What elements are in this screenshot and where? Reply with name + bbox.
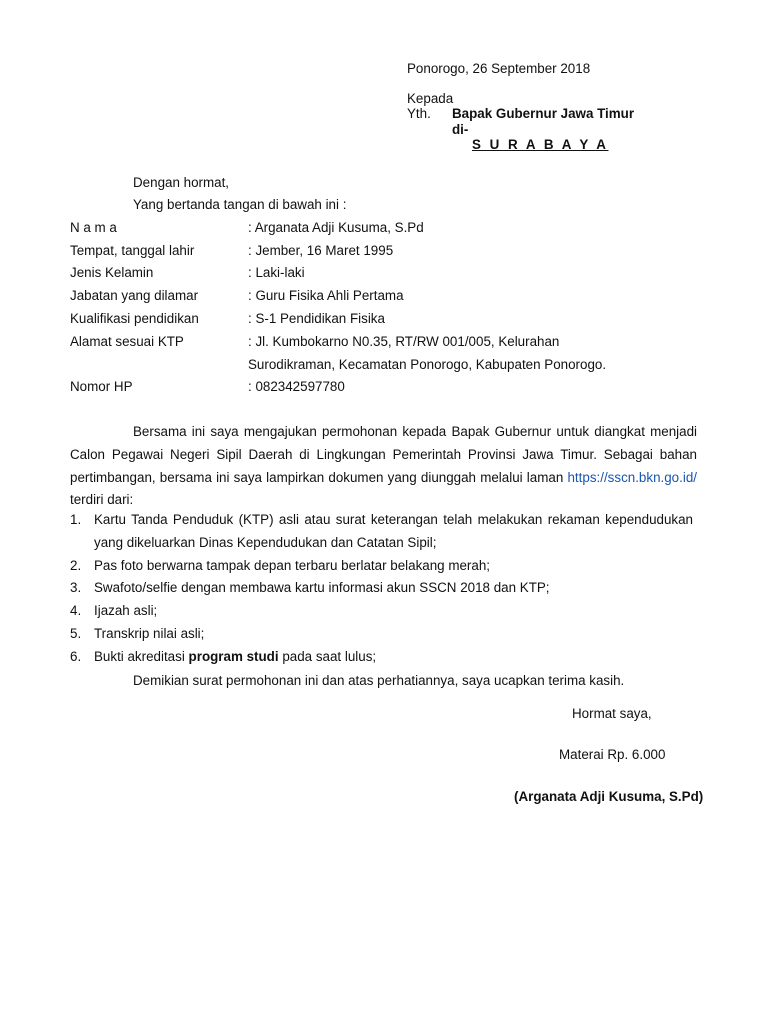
field-label-position: Jabatan yang dilamar — [70, 288, 199, 303]
undersigned-line: Yang bertanda tangan di bawah ini : — [133, 197, 347, 212]
body-paragraph — [70, 421, 697, 512]
field-value-education: : S-1 Pendidikan Fisika — [248, 311, 385, 326]
recipient-di: di- — [452, 122, 469, 137]
list-item — [70, 555, 693, 578]
list-text-bold: program studi — [188, 648, 279, 664]
field-value-position: : Guru Fisika Ahli Pertama — [248, 288, 404, 303]
list-item — [70, 509, 693, 555]
list-number: 4. — [70, 603, 82, 619]
list-text: Pas foto berwarna tampak depan terbaru berlatar belakang merah; — [94, 557, 491, 573]
list-text: Swafoto/selfie dengan membawa kartu informasi akun SSCN 2018 dan KTP; — [94, 580, 550, 596]
list-item — [70, 646, 693, 669]
list-item — [70, 577, 693, 600]
list-number: 5. — [70, 625, 82, 641]
body-text-2: terdiri dari: — [70, 492, 134, 508]
place-date: Ponorogo, 26 September 2018 — [407, 61, 591, 76]
list-item — [70, 600, 693, 623]
sscn-link[interactable]: https://sscn.bkn.go.id/ — [567, 469, 697, 485]
field-label-phone: Nomor HP — [70, 379, 133, 394]
field-value-address: : Jl. Kumbokarno N0.35, RT/RW 001/005, Kelurahan — [248, 334, 560, 349]
field-label-address: Alamat sesuai KTP — [70, 334, 184, 349]
recipient-city: S U R A B A Y A — [472, 137, 609, 152]
recipient: Bapak Gubernur Jawa Timur — [452, 106, 635, 121]
field-label-gender: Jenis Kelamin — [70, 265, 154, 280]
list-item — [70, 623, 693, 646]
field-value-phone: : 082342597780 — [248, 379, 345, 394]
field-value-birth: : Jember, 16 Maret 1995 — [248, 243, 394, 258]
document-list — [70, 509, 693, 669]
list-text: Bukti akreditasi — [94, 648, 185, 664]
field-label-birth: Tempat, tanggal lahir — [70, 243, 195, 258]
body-text-1: Bersama ini saya mengajukan permohonan kepada Bapak Gubernur untuk diangkat menjadi Calon Pegawai Negeri Sipil Daerah di Lingkungan Pemerintah Provinsi Jawa Timur. Sebagai bahan pertimbangan, bersama ini saya lampirkan dokumen yang diunggah melalui laman — [70, 424, 697, 485]
list-text: pada saat lulus; — [282, 648, 377, 664]
field-label-education: Kualifikasi pendidikan — [70, 311, 199, 326]
list-text: Transkrip nilai asli; — [94, 625, 205, 641]
to-label: Kepada — [407, 91, 454, 106]
salutation: Dengan hormat, — [133, 175, 230, 190]
field-label-name: N a m a — [70, 220, 117, 235]
yth-label: Yth. — [407, 106, 431, 121]
list-number: 3. — [70, 580, 82, 596]
list-number: 1. — [70, 512, 82, 527]
field-value-address-cont: Surodikraman, Kecamatan Ponorogo, Kabupaten Ponorogo. — [248, 357, 607, 372]
field-value-name: : Arganata Adji Kusuma, S.Pd — [248, 220, 424, 235]
list-number: 2. — [70, 557, 82, 573]
list-text: Ijazah asli; — [94, 603, 158, 619]
regards: Hormat saya, — [572, 706, 652, 721]
closing-line: Demikian surat permohonan ini dan atas perhatiannya, saya ucapkan terima kasih. — [133, 673, 625, 688]
list-text: Kartu Tanda Penduduk (KTP) asli atau surat keterangan telah melakukan rekaman kependudukan yang dikeluarkan Dinas Kependudukan dan Catatan Sipil; — [94, 512, 693, 550]
signature-name: (Arganata Adji Kusuma, S.Pd) — [514, 789, 704, 804]
materai-stamp-label: Materai Rp. 6.000 — [559, 747, 666, 762]
field-value-gender: : Laki-laki — [248, 265, 305, 280]
list-number: 6. — [70, 648, 82, 664]
